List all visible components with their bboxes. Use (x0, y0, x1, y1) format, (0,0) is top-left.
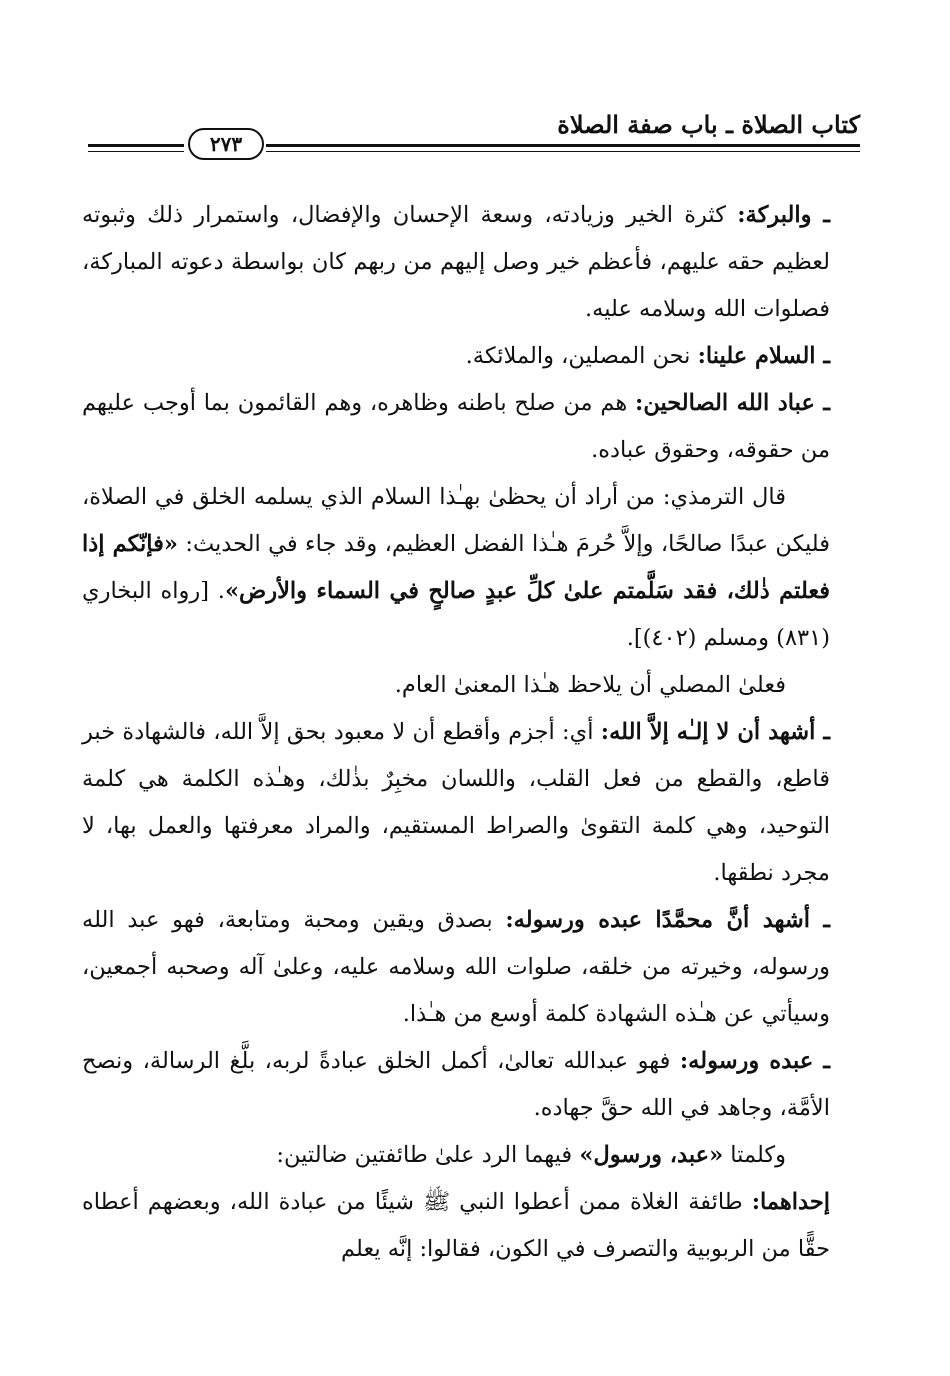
header-rule-right-thin (266, 151, 860, 152)
term-label: ـ أشهد أن لا إلـٰه إلاَّ الله: (600, 719, 830, 745)
term-label: ـ السلام علينا: (697, 343, 830, 369)
paragraph-shahada-tawhid (82, 709, 830, 897)
paragraph-text: أي: أجزم وأقطع أن لا معبود بحق إلاَّ الله، فالشهادة خبر قاطع، والقطع من فعل القلب، واللسان مخبِرٌ بذٰلك، وهـٰذه الكلمة هي كلمة التوحيد، وهي كلمة التقوىٰ والصراط المستقيم، والمراد معرفتها والعمل بها، لا مجرد نطقها. (82, 719, 830, 886)
paragraph-text: فعلىٰ المصلي أن يلاحظ هـٰذا المعنىٰ العام. (394, 672, 786, 698)
paragraph-text: طائفة الغلاة ممن أعطوا النبي ﷺ شيئًا من عبادة الله، وبعضهم أعطاه حقًّا من الربوبية والتصرف في الكون، فقالوا: إنَّه يعلم (82, 1189, 830, 1262)
page-body (82, 192, 830, 1273)
paragraph-two-sects (82, 1132, 830, 1179)
header-rule-left-thin (88, 151, 184, 152)
paragraph-text: وكلمتا (723, 1142, 786, 1168)
paragraph-shahada-risalah (82, 897, 830, 1038)
paragraph-text: فيهما الرد علىٰ طائفتين ضالتين: (276, 1142, 580, 1168)
paragraph-general-meaning (82, 662, 830, 709)
paragraph-salam-alayna (82, 333, 830, 380)
paragraph-text: قال الترمذي: من أراد أن يحظىٰ بهـٰذا السلام الذي يسلمه الخلق في الصلاة، فليكن عبدًا صالحًا، وإلاَّ حُرمَ هـٰذا الفضل العظيم، وقد جاء في الحديث: (82, 484, 830, 557)
page-number: ٢٧٣ (188, 128, 264, 160)
hadith-reference: . [رواه البخاري (٨٣١) ومسلم (٤٠٢)]. (82, 578, 830, 651)
term-label: ـ عبده ورسوله: (679, 1048, 830, 1074)
paragraph-tirmidhi (82, 474, 830, 662)
paragraph-ibad-allah (82, 380, 830, 474)
quoted-words: «عبد، ورسول» (579, 1142, 724, 1168)
term-label: إحداهما: (751, 1189, 830, 1215)
term-label: ـ والبركة: (737, 202, 831, 228)
term-label: ـ أشهد أنَّ محمَّدًا عبده ورسوله: (505, 907, 830, 933)
paragraph-text: هم من صلح باطنه وظاهره، وهم القائمون بما أوجب عليهم من حقوقه، وحقوق عباده. (82, 390, 830, 463)
paragraph-text: بصدق ويقين ومحبة ومتابعة، فهو عبد الله ورسوله، وخيرته من خلقه، صلوات الله وسلامه عليه، وعلىٰ آله وصحبه أجمعين، وسيأتي عن هـٰذه الشهادة كلمة أوسع من هـٰذا. (82, 907, 830, 1027)
term-label: ـ عباد الله الصالحين: (635, 390, 830, 416)
paragraph-abduhu-wa-rasuluh (82, 1038, 830, 1132)
paragraph-text: نحن المصلين، والملائكة. (465, 343, 698, 369)
header-rule-right (266, 144, 860, 147)
page-header (88, 100, 860, 170)
running-title: كتاب الصلاة ـ باب صفة الصلاة (557, 110, 860, 139)
hadith-quote: «فإنّكم إذا فعلتم ذٰلك، فقد سَلَّمتم علىٰ كلِّ عبدٍ صالحٍ في السماء والأرض» (82, 531, 831, 604)
paragraph-text: فهو عبدالله تعالىٰ، أكمل الخلق عبادةً لربه، بلَّغ الرسالة، ونصح الأمَّة، وجاهد في الله حقَّ جهاده. (82, 1048, 830, 1121)
paragraph-first-sect (82, 1179, 830, 1273)
paragraph-text: كثرة الخير وزيادته، وسعة الإحسان والإفضال، واستمرار ذلك وثبوته لعظيم حقه عليهم، فأعظم خير وصل إليهم من ربهم كان بواسطة دعوته المباركة، فصلوات الله وسلامه عليه. (82, 202, 830, 322)
paragraph-barakah (82, 192, 830, 333)
header-rule-left (88, 144, 184, 147)
